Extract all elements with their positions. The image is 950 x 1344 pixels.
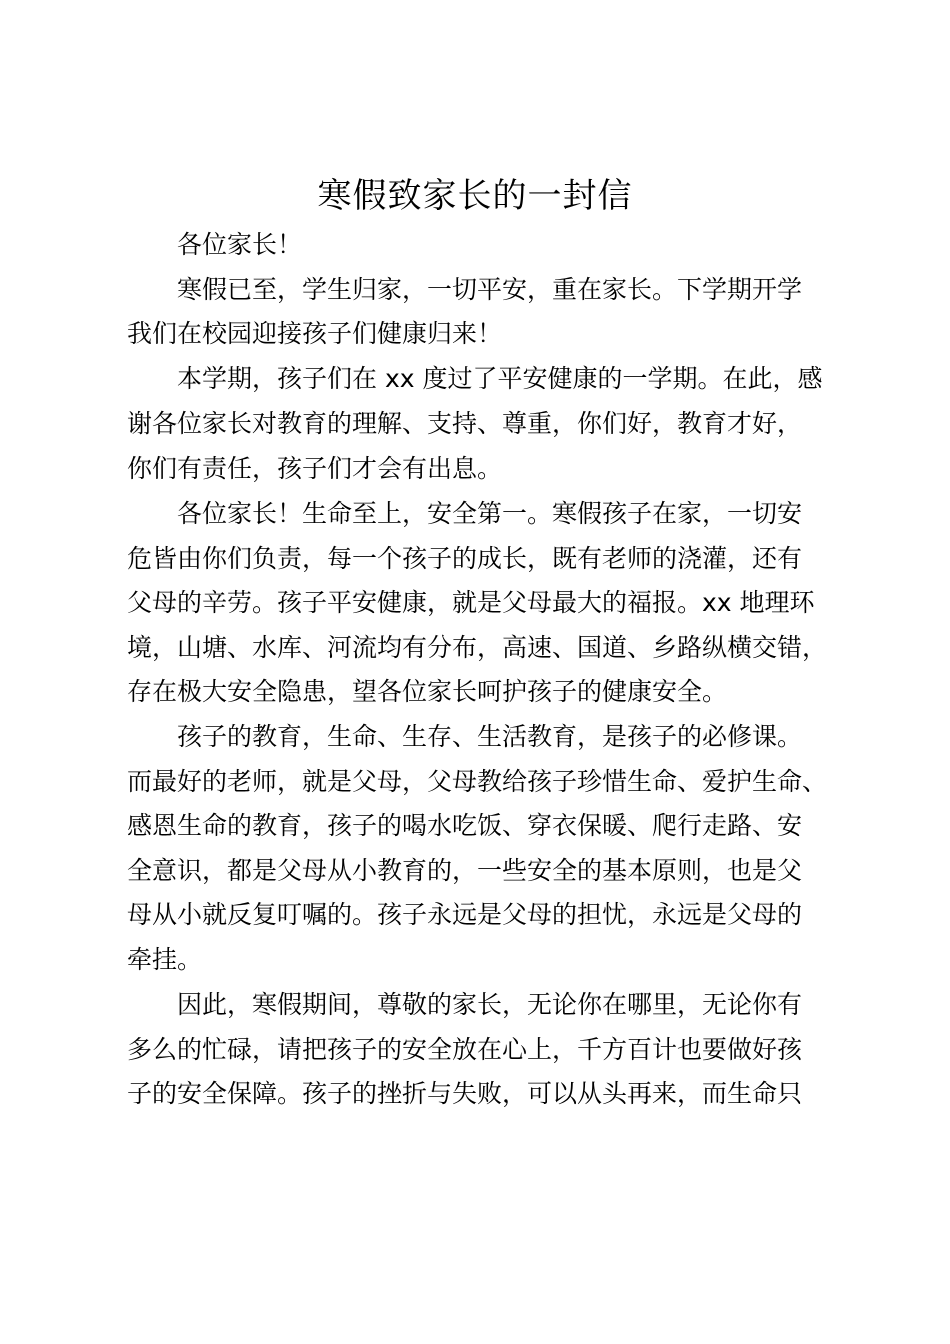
salutation: 各位家长！ (177, 230, 303, 259)
paragraph-4-line-1: 孩子的教育，生命、生存、生活教育，是孩子的必修课。 (177, 722, 803, 751)
paragraph-4-line-2: 而最好的老师，就是父母，父母教给孩子珍惜生命、爱护生命、 (127, 767, 828, 796)
paragraph-1-line-1: 寒假已至，学生归家，一切平安，重在家长。下学期开学 (177, 275, 803, 304)
paragraph-2-line-1: 本学期，孩子们在 xx 度过了平安健康的一学期。在此，感 (177, 364, 823, 393)
paragraph-4-line-3: 感恩生命的教育，孩子的喝水吃饭、穿衣保暖、爬行走路、安 (127, 811, 803, 840)
paragraph-2-line-3: 你们有责任，孩子们才会有出息。 (127, 454, 503, 483)
paragraph-3-line-2: 危皆由你们负责，每一个孩子的成长，既有老师的浇灌，还有 (127, 544, 803, 573)
paragraph-4-line-6: 牵挂。 (127, 945, 203, 974)
paragraph-5-line-3: 子的安全保障。孩子的挫折与失败，可以从头再来，而生命只 (127, 1079, 803, 1108)
paragraph-3-line-4: 境，山塘、水库、河流均有分布，高速、国道、乡路纵横交错， (127, 633, 828, 662)
paragraph-2-line-2: 谢各位家长对教育的理解、支持、尊重，你们好，教育才好， (127, 409, 803, 438)
paragraph-4-line-5: 母从小就反复叮嘱的。孩子永远是父母的担忧，永远是父母的 (127, 900, 803, 929)
document-title: 寒假致家长的一封信 (317, 176, 633, 216)
paragraph-3-line-3: 父母的辛劳。孩子平安健康，就是父母最大的福报。xx 地理环 (127, 588, 815, 617)
paragraph-4-line-4: 全意识，都是父母从小教育的，一些安全的基本原则，也是父 (127, 856, 803, 885)
paragraph-3-line-1: 各位家长！生命至上，安全第一。寒假孩子在家，一切安 (177, 499, 803, 528)
paragraph-5-line-1: 因此，寒假期间，尊敬的家长，无论你在哪里，无论你有 (177, 990, 803, 1019)
paragraph-1-line-2: 我们在校园迎接孩子们健康归来！ (127, 319, 503, 348)
paragraph-5-line-2: 多么的忙碌，请把孩子的安全放在心上，千方百计也要做好孩 (127, 1035, 803, 1064)
paragraph-3-line-5: 存在极大安全隐患，望各位家长呵护孩子的健康安全。 (127, 677, 728, 706)
